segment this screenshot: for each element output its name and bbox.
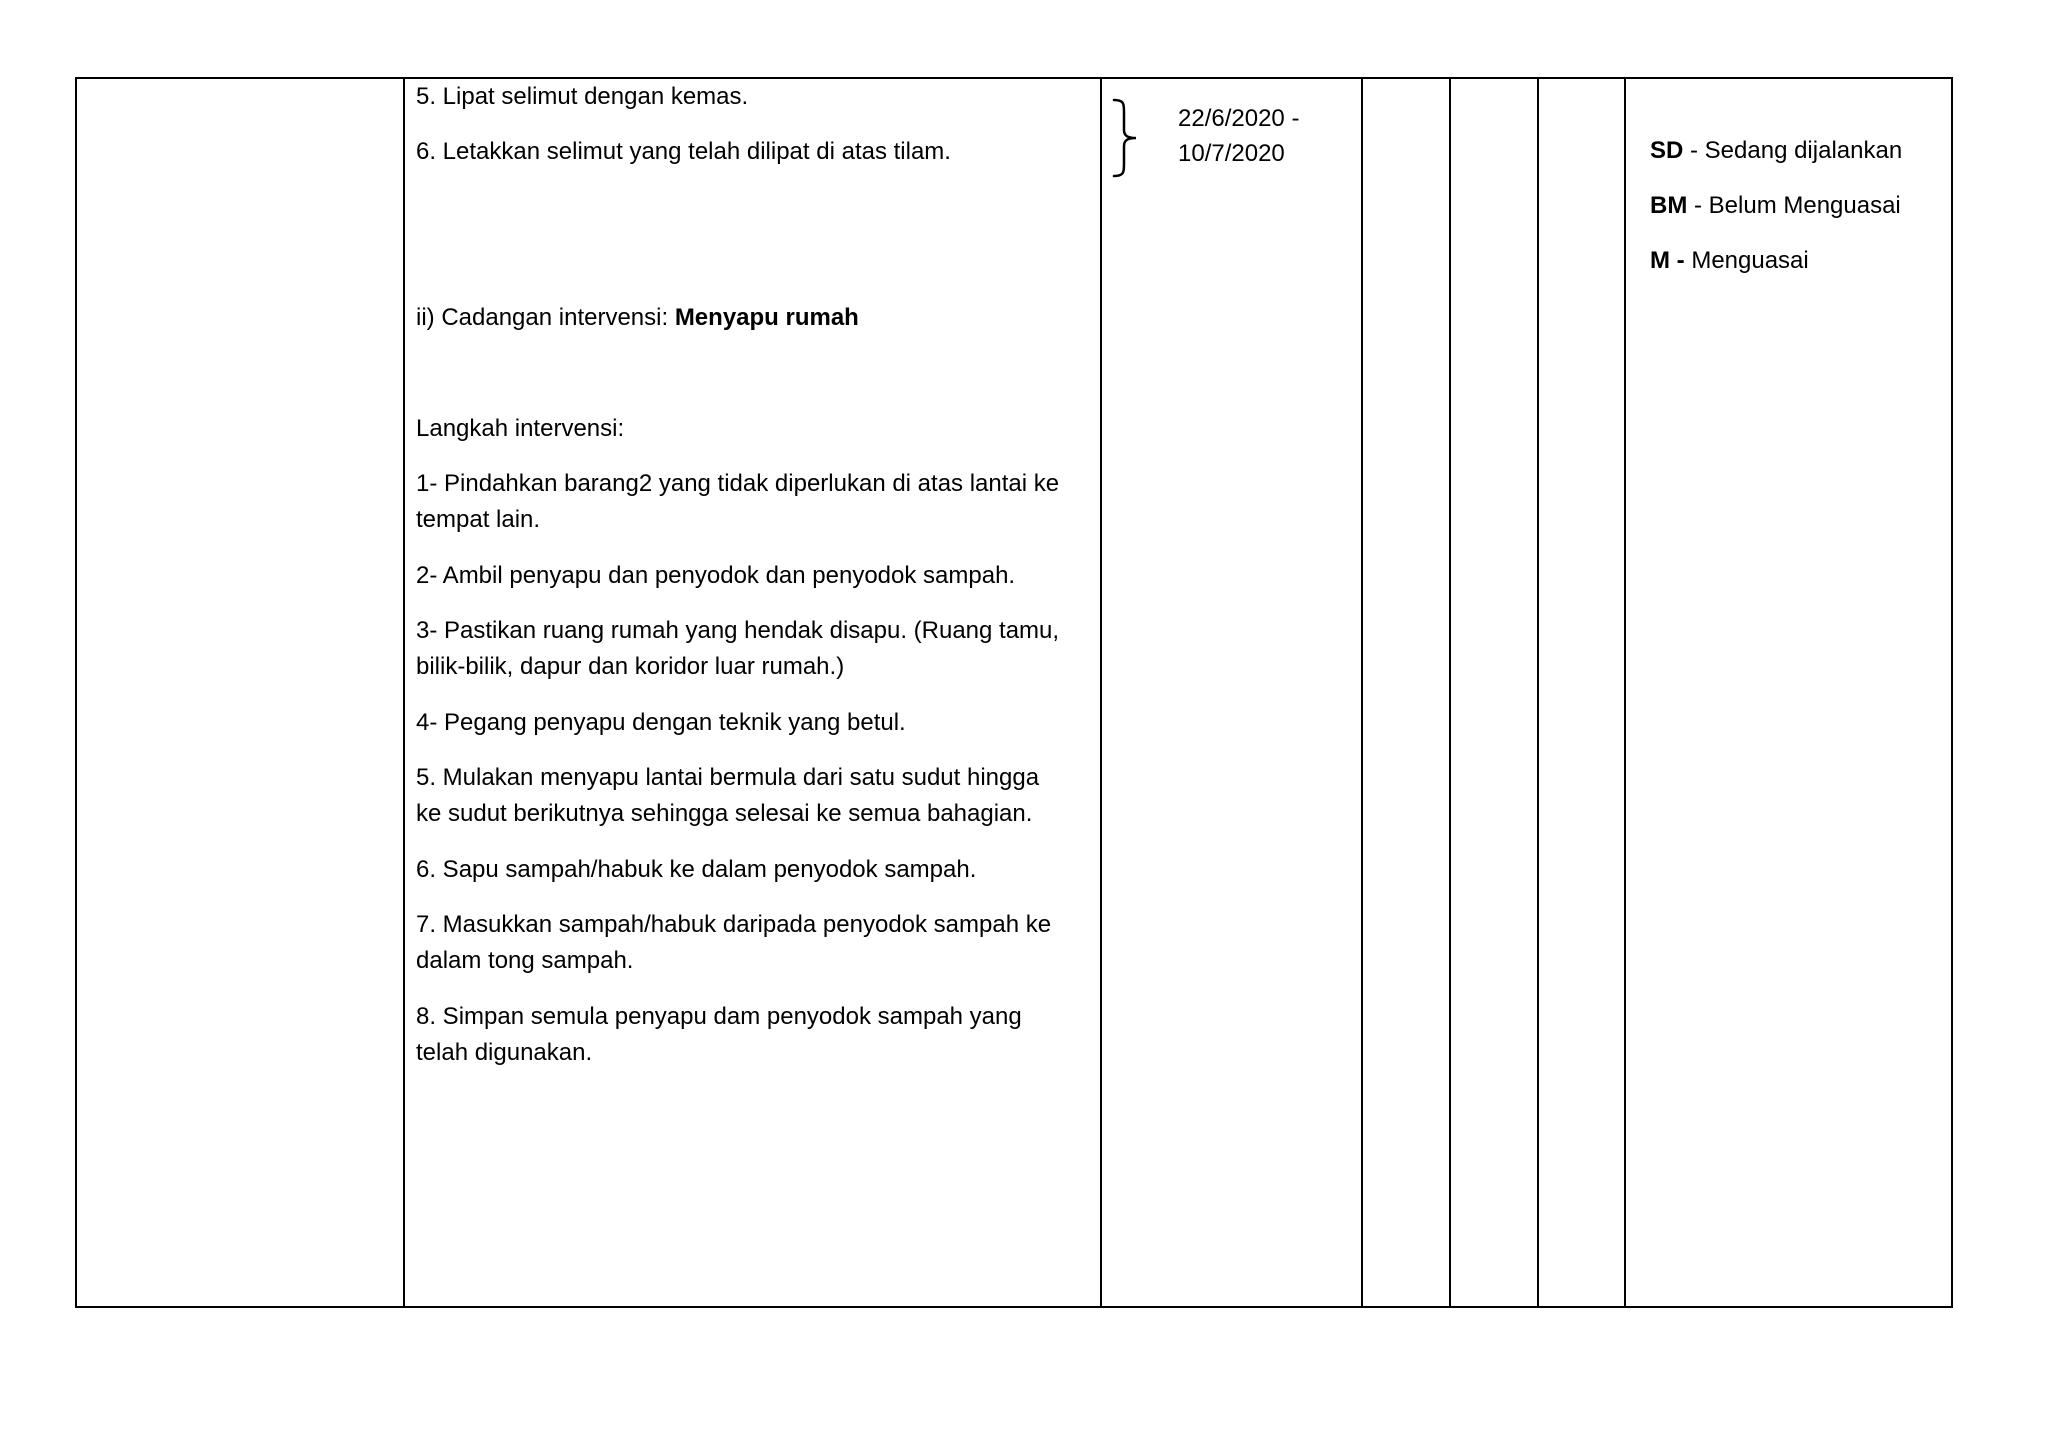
- intervention-title: [416, 300, 859, 336]
- column-divider: [1361, 79, 1363, 1306]
- step-line: telah digunakan.: [416, 1039, 593, 1066]
- step-line: tempat lain.: [416, 506, 541, 533]
- legend-label: Sedang dijalankan: [1704, 137, 1903, 164]
- date-range-end: 10/7/2020: [1178, 140, 1285, 167]
- step-line: 8. Simpan semula penyapu dam penyodok sampah yang: [416, 1003, 1022, 1030]
- step-line: 7. Masukkan sampah/habuk daripada penyodok sampah ke: [416, 911, 1052, 938]
- step-line: 2- Ambil penyapu dan penyodok dan penyodok sampah.: [416, 562, 1016, 589]
- step-line: 3- Pastikan ruang rumah yang hendak disapu. (Ruang tamu,: [416, 617, 1060, 644]
- legend-item-sd: [1650, 133, 1902, 168]
- column-divider: [403, 79, 405, 1306]
- step-line: 5. Lipat selimut dengan kemas.: [416, 83, 749, 110]
- curly-brace-icon: [1110, 98, 1150, 178]
- step-line: 6. Letakkan selimut yang telah dilipat di atas tilam.: [416, 138, 951, 165]
- step-line: 4- Pegang penyapu dengan teknik yang betul.: [416, 709, 906, 736]
- intervention-prefix: ii) Cadangan intervensi:: [416, 304, 675, 331]
- legend-code: BM: [1650, 192, 1688, 219]
- column-divider: [1100, 79, 1102, 1306]
- column-divider: [1624, 79, 1626, 1306]
- step-line: 1- Pindahkan barang2 yang tidak diperlukan di atas lantai ke: [416, 470, 1060, 497]
- legend-sep: -: [1683, 137, 1705, 164]
- step-line: 5. Mulakan menyapu lantai bermula dari satu sudut hingga: [416, 764, 1040, 791]
- legend-item-bm: [1650, 188, 1901, 223]
- legend-label: Belum Menguasai: [1708, 192, 1901, 219]
- legend-label: Menguasai: [1691, 247, 1809, 274]
- step-line: ke sudut berikutnya sehingga selesai ke semua bahagian.: [416, 800, 1033, 827]
- legend-code: SD: [1650, 137, 1684, 164]
- step-line: 6. Sapu sampah/habuk ke dalam penyodok sampah.: [416, 856, 977, 883]
- legend-code: M -: [1650, 247, 1685, 274]
- legend-sep: -: [1687, 192, 1709, 219]
- column-divider: [1449, 79, 1451, 1306]
- intervention-name: Menyapu rumah: [674, 304, 859, 331]
- progress-table: [75, 77, 1953, 1308]
- date-range-start: 22/6/2020 -: [1178, 105, 1300, 132]
- legend-item-m: [1650, 243, 1809, 278]
- column-divider: [1537, 79, 1539, 1306]
- steps-heading: Langkah intervensi:: [416, 415, 625, 442]
- step-line: bilik-bilik, dapur dan koridor luar rumah.): [416, 653, 845, 680]
- step-line: dalam tong sampah.: [416, 947, 634, 974]
